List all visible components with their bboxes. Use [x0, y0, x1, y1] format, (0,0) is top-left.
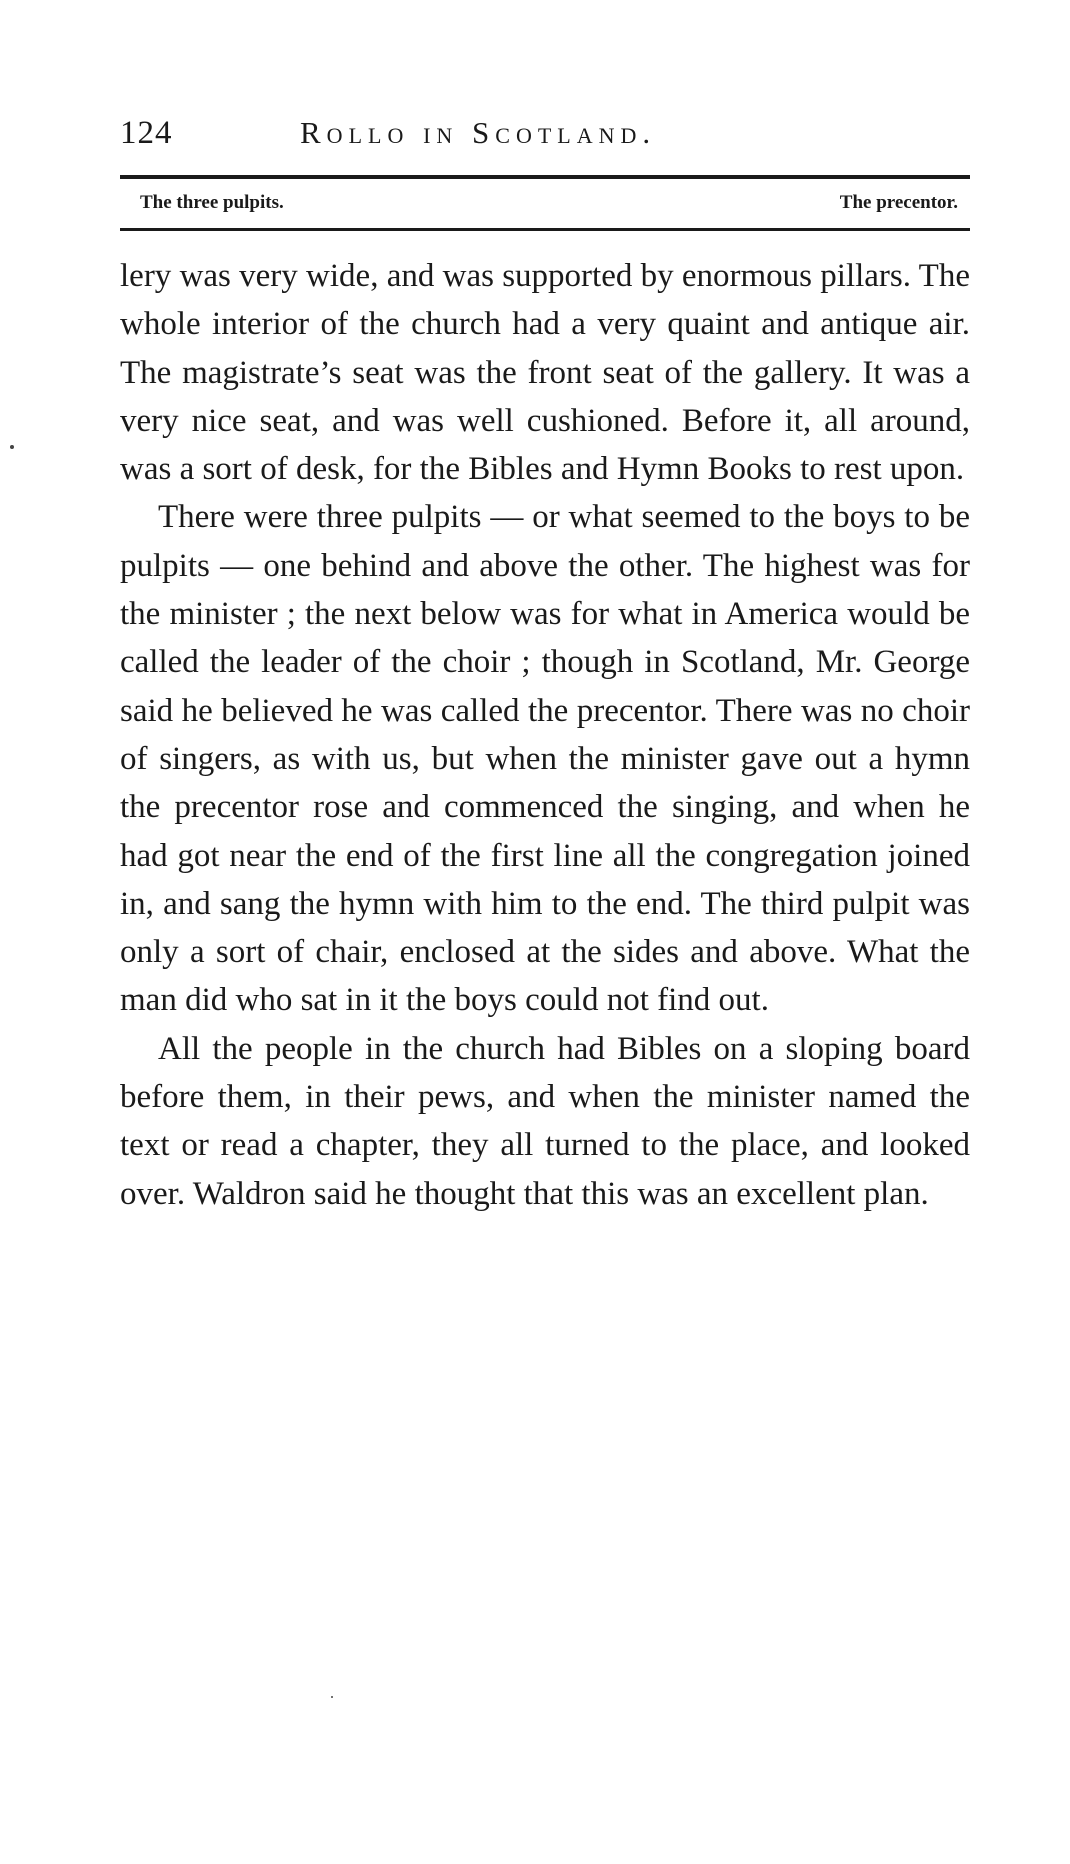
paragraph: There were three pulpits — or what seemed to the boys to be pulpits — one behind and above the other. The highest was for the minister ; the next below was for what in America would be called the leader of the choir ; though in Scotland, Mr. George said he believed he was called the precentor. There was no choir of singers, as with us, but when the minister gave out a hymn the precentor rose and commenced the singing, and when he had got near the end of the first line all the congregation joined in, and sang the hymn with him to the end. The third pulpit was only a sort of chair, enclosed at the sides and above. What the man did who sat in it the boys could not find out. — [120, 499, 970, 1019]
page-number: 124 — [120, 115, 173, 151]
side-heading-right: The precentor. — [839, 192, 958, 213]
side-headings — [140, 187, 958, 219]
running-head — [120, 108, 970, 158]
book-title: Rollo in Scotland. — [300, 115, 657, 150]
book-page — [120, 0, 970, 1864]
side-heading-left: The three pulpits. — [140, 192, 284, 213]
paragraph: lery was very wide, and was supported by enormous pillars. The whole interior of the church had a very quaint and antique air. The magistrate’s seat was the front seat of the gallery. It was a very nice seat, and was well cushioned. Before it, all around, was a sort of desk, for the Bibles and Hymn Books to rest upon. — [120, 258, 970, 488]
paragraph: All the people in the church had Bibles on a sloping board before them, in their pews, and when the minister named the text or read a chapter, they all turned to the place, and looked over. Waldron said he thought that this was an excellent plan. — [120, 1030, 970, 1212]
print-speck — [10, 445, 14, 449]
header-rule-bottom — [120, 228, 970, 231]
print-speck — [331, 1696, 333, 1698]
body-text — [120, 252, 970, 1218]
header-rule-top — [120, 175, 970, 179]
